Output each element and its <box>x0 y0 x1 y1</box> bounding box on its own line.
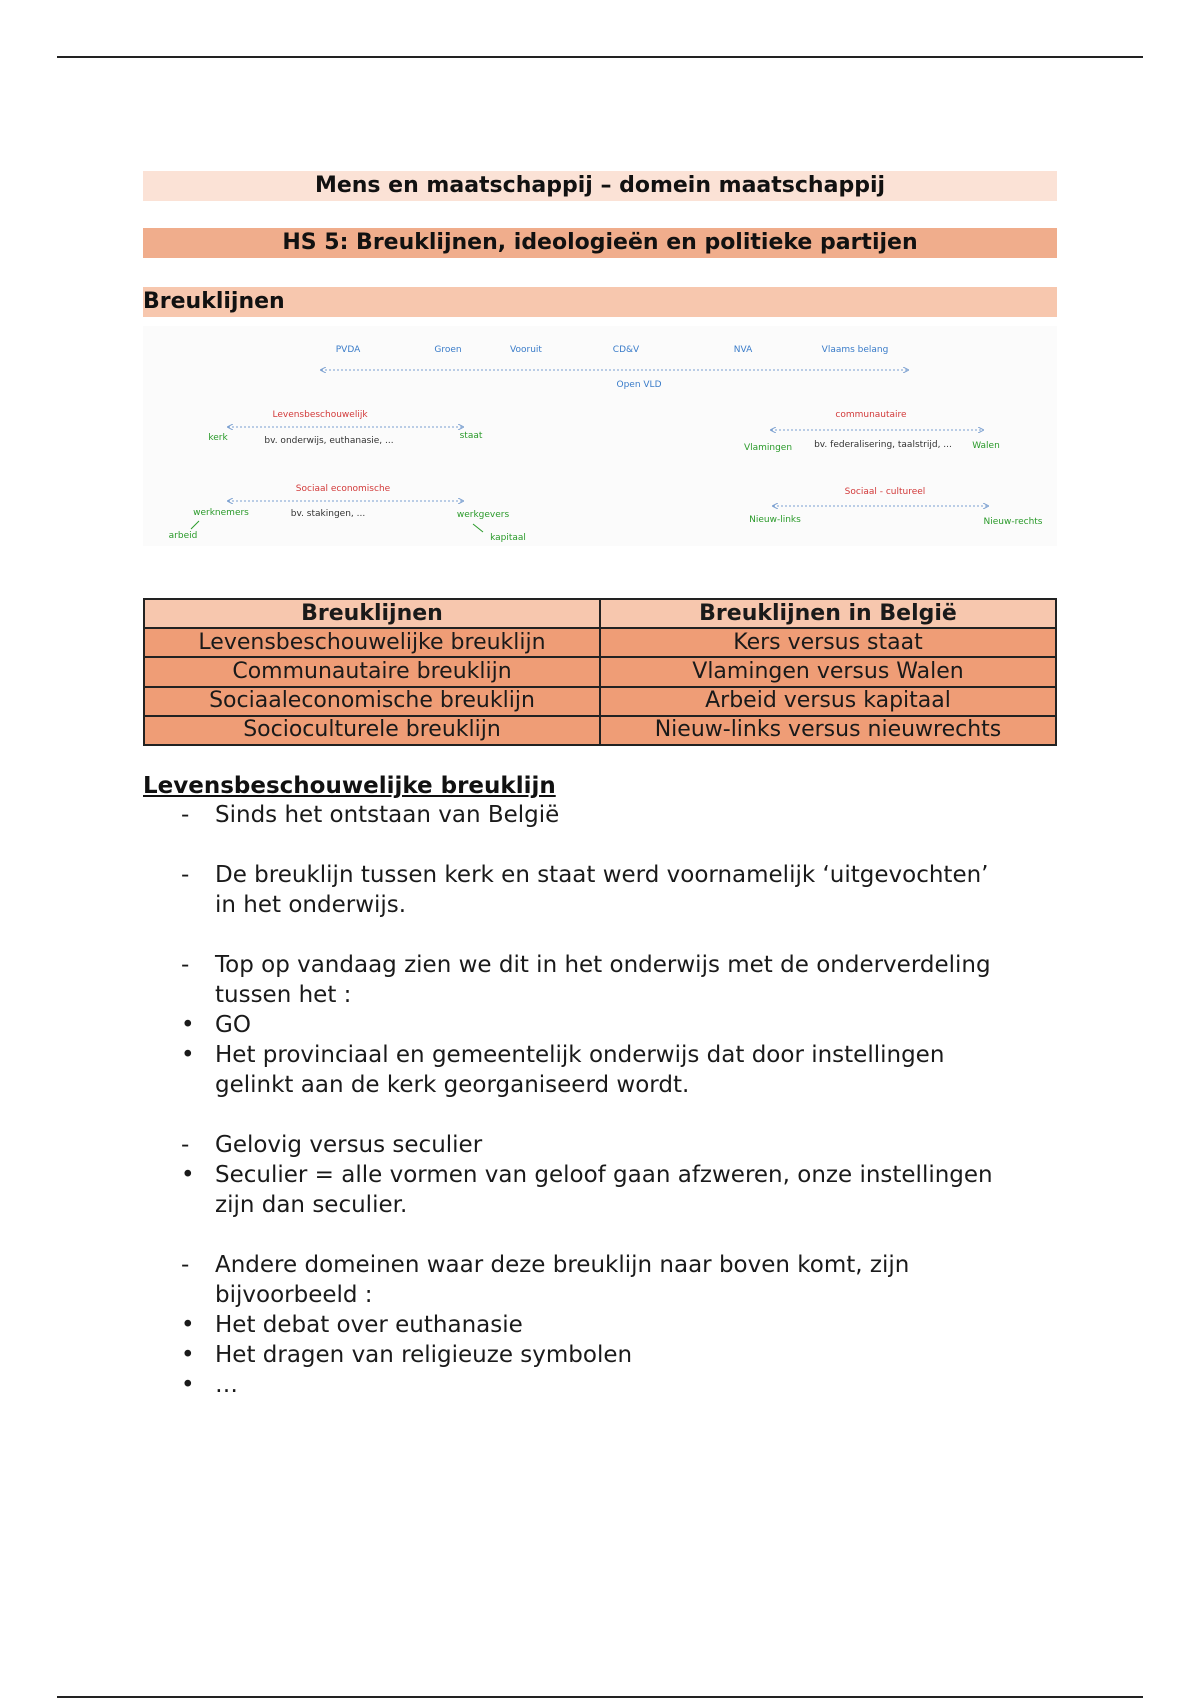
pole-sublabel: kapitaal <box>490 533 526 543</box>
breuklijnen-diagram <box>143 326 1057 546</box>
pole-label: staat <box>459 431 483 441</box>
table-cell: Kers versus staat <box>600 628 1056 657</box>
table-cell: Vlamingen versus Walen <box>600 657 1056 686</box>
table-row <box>144 687 1056 716</box>
party-label: Groen <box>434 345 462 355</box>
table-row <box>144 716 1056 745</box>
cleavage-title: communautaire <box>835 410 907 420</box>
pole-label: kerk <box>208 433 228 443</box>
cleavage-example: bv. stakingen, ... <box>290 509 366 519</box>
list-item: - De breuklijn tussen kerk en staat werd voornamelijk ‘uitgevochten’ in het onderwijs. <box>181 862 989 918</box>
cleavage-title: Sociaal - cultureel <box>844 487 926 497</box>
list-item: - Sinds het ontstaan van België <box>181 802 560 828</box>
breuklijn-notes <box>143 800 1057 1400</box>
chapter-heading: HS 5: Breuklijnen, ideologieën en politieke partijen <box>143 228 1057 258</box>
pole-label: Nieuw-links <box>749 515 801 525</box>
cleavage-example: bv. onderwijs, euthanasie, ... <box>264 436 394 446</box>
subject-heading: Mens en maatschappij – domein maatschappij <box>143 171 1057 201</box>
pole-sublabel: arbeid <box>168 531 198 541</box>
list-item: - Andere domeinen waar deze breuklijn naar boven komt, zijn bijvoorbeeld : <box>181 1252 910 1308</box>
list-item: • GO <box>181 1012 251 1038</box>
party-label: Open VLD <box>616 380 662 390</box>
table-cell: Communautaire breuklijn <box>144 657 600 686</box>
pole-label: werkgevers <box>456 510 510 520</box>
breuklijnen-table <box>143 598 1057 746</box>
list-item: • Het debat over euthanasie <box>181 1312 523 1338</box>
party-label: NVA <box>733 345 753 355</box>
list-item: • Het dragen van religieuze symbolen <box>181 1342 633 1368</box>
section-title: Levensbeschouwelijke breuklijn <box>143 773 556 799</box>
cleavage-title: Levensbeschouwelijk <box>272 410 368 420</box>
table-row <box>144 657 1056 686</box>
table-cell: Arbeid versus kapitaal <box>600 687 1056 716</box>
pole-label: Walen <box>972 441 1000 451</box>
table-cell: Levensbeschouwelijke breuklijn <box>144 628 600 657</box>
bottom-rule <box>57 1696 1143 1698</box>
list-item: - Gelovig versus seculier <box>181 1132 483 1158</box>
list-item: • … <box>181 1372 238 1398</box>
table-cell: Nieuw-links versus nieuwrechts <box>600 716 1056 745</box>
party-label: Vooruit <box>510 345 542 355</box>
pole-label: Vlamingen <box>743 443 793 453</box>
table-row <box>144 628 1056 657</box>
column-header: Breuklijnen <box>144 599 600 628</box>
cleavage-example: bv. federalisering, taalstrijd, ... <box>814 440 952 450</box>
pole-label: Nieuw-rechts <box>983 517 1043 527</box>
party-label: PVDA <box>335 345 361 355</box>
table-cell: Sociaaleconomische breuklijn <box>144 687 600 716</box>
section-heading: Breuklijnen <box>143 287 1057 317</box>
list-item: - Top op vandaag zien we dit in het onderwijs met de onderverdeling tussen het : <box>181 952 991 1008</box>
list-item: • Seculier = alle vormen van geloof gaan afzweren, onze instellingen zijn dan seculier. <box>181 1162 993 1218</box>
party-label: Vlaams belang <box>821 345 889 355</box>
cleavage-title: Sociaal economische <box>295 484 391 494</box>
table-header-row <box>144 599 1056 628</box>
pole-label: werknemers <box>193 508 249 518</box>
column-header: Breuklijnen in België <box>600 599 1056 628</box>
top-rule <box>57 56 1143 58</box>
table-cell: Socioculturele breuklijn <box>144 716 600 745</box>
party-label: CD&V <box>612 345 640 355</box>
list-item: • Het provinciaal en gemeentelijk onderwijs dat door instellingen gelinkt aan de kerk georganiseerd wordt. <box>181 1042 945 1098</box>
